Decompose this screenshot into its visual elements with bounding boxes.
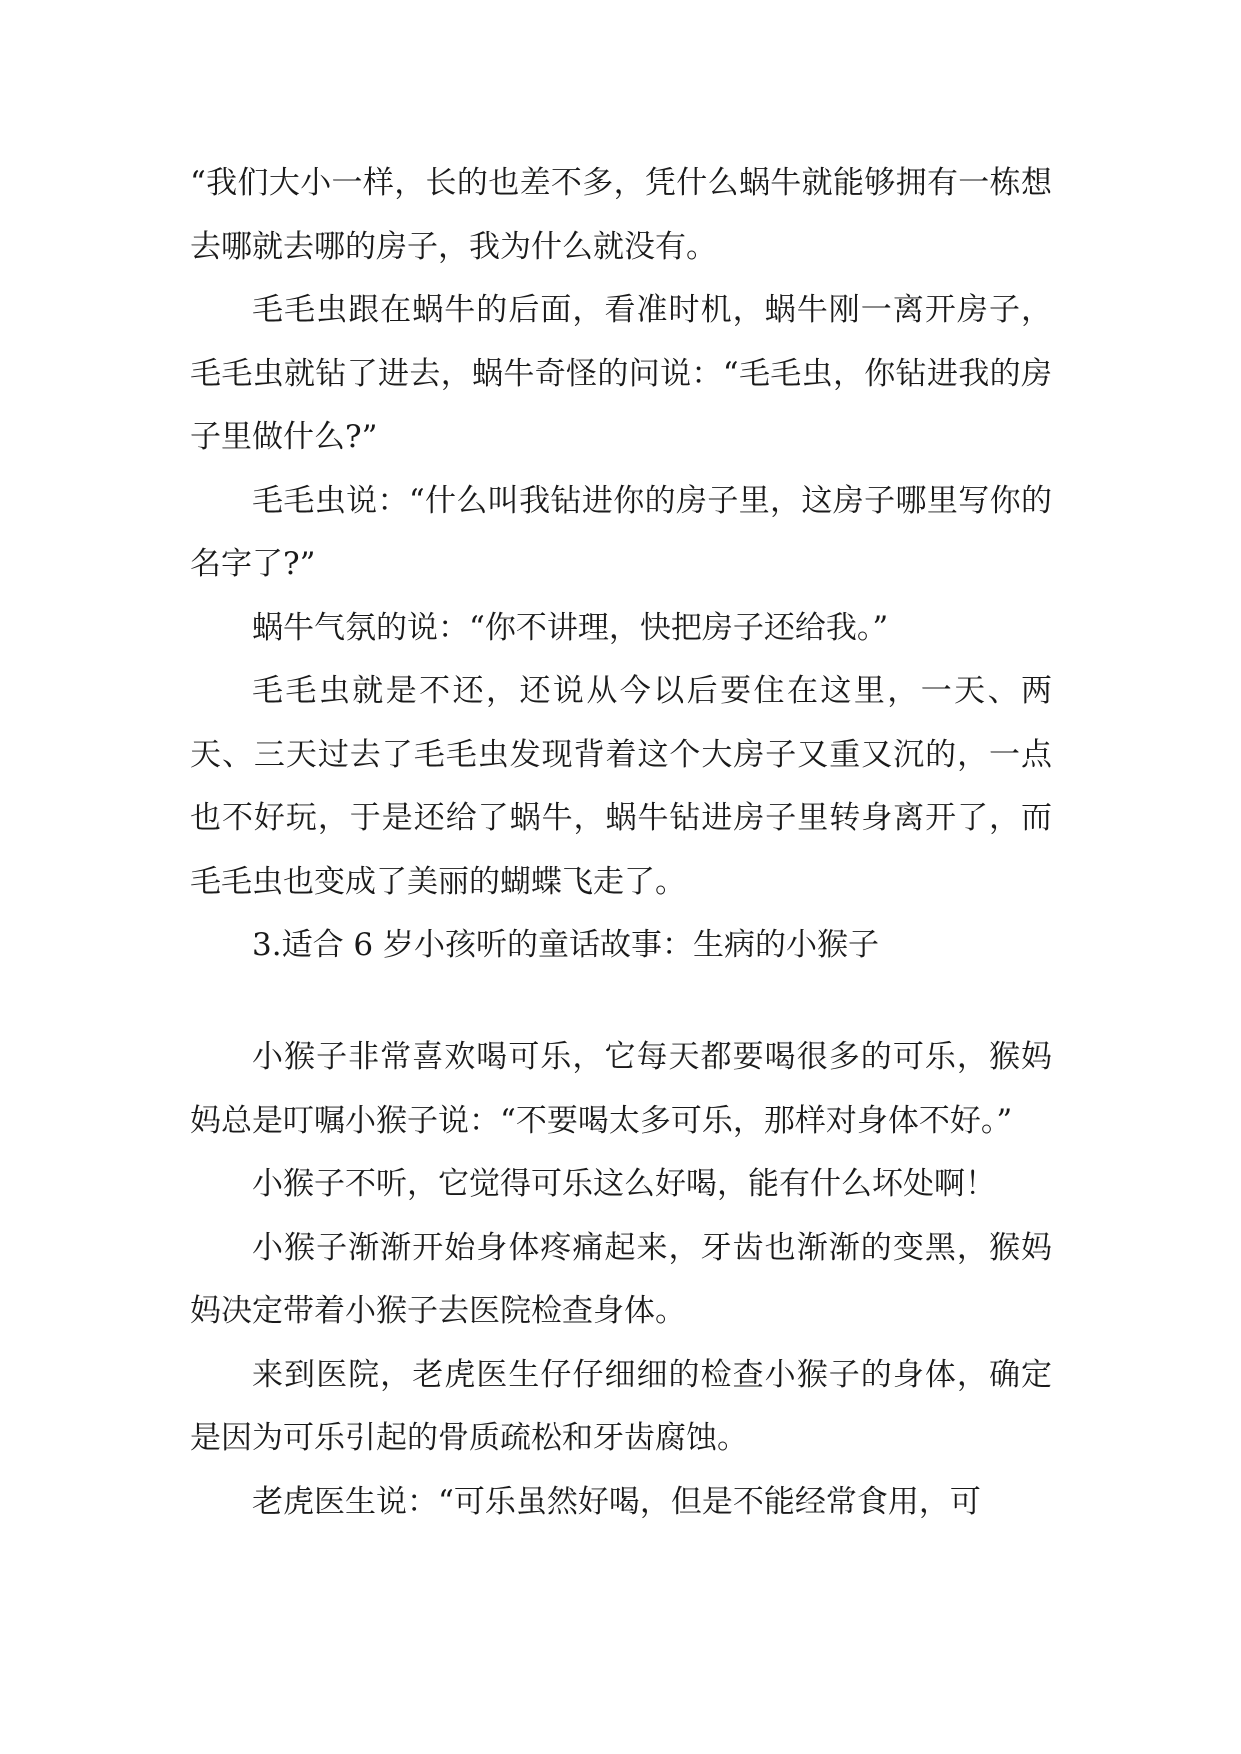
- paragraph-monkey-loves-cola: 小猴子非常喜欢喝可乐，它每天都要喝很多的可乐，猴妈妈总是叮嘱小猴子说：“不要喝太多可乐，那样对身体不好。”: [190, 1039, 1052, 1139]
- section-heading-sick-monkey: 3.适合 6 岁小孩听的童话故事：生病的小猴子: [252, 927, 880, 963]
- story-text-section-two: [190, 1026, 1052, 1534]
- paragraph-doctor-says: 老虎医生说：“可乐虽然好喝，但是不能经常食用，可: [252, 1483, 981, 1520]
- paragraph-caterpillar-enters-shell: 毛毛虫跟在蜗牛的后面，看准时机，蜗牛刚一离开房子，毛毛虫就钻了进去，蜗牛奇怪的问说：“毛毛虫，你钻进我的房子里做什么?”: [190, 292, 1052, 455]
- story-text-section-one: [190, 152, 1052, 978]
- paragraph-caterpillar-complaint: “我们大小一样，长的也差不多，凭什么蜗牛就能够拥有一栋想去哪就去哪的房子，我为什么就没有。: [190, 165, 1052, 265]
- paragraph-monkey-ignores: 小猴子不听，它觉得可乐这么好喝，能有什么坏处啊！: [252, 1166, 996, 1202]
- paragraph-monkey-gets-sick: 小猴子渐渐开始身体疼痛起来，牙齿也渐渐的变黑，猴妈妈决定带着小猴子去医院检查身体。: [190, 1229, 1052, 1329]
- paragraph-hospital-visit: 来到医院，老虎医生仔仔细细的检查小猴子的身体，确定是因为可乐引起的骨质疏松和牙齿腐蚀。: [190, 1356, 1052, 1456]
- paragraph-caterpillar-reply: 毛毛虫说：“什么叫我钻进你的房子里，这房子哪里写你的名字了?”: [190, 482, 1052, 582]
- paragraph-snail-angry: 蜗牛气氛的说：“你不讲理，快把房子还给我。”: [252, 609, 889, 646]
- paragraph-story-ending: 毛毛虫就是不还，还说从今以后要住在这里，一天、两天、三天过去了毛毛虫发现背着这个大房子又重又沉的，一点也不好玩，于是还给了蜗牛，蜗牛钻进房子里转身离开了，而毛毛虫也变成了美丽的蝴蝶飞走了。: [190, 673, 1052, 900]
